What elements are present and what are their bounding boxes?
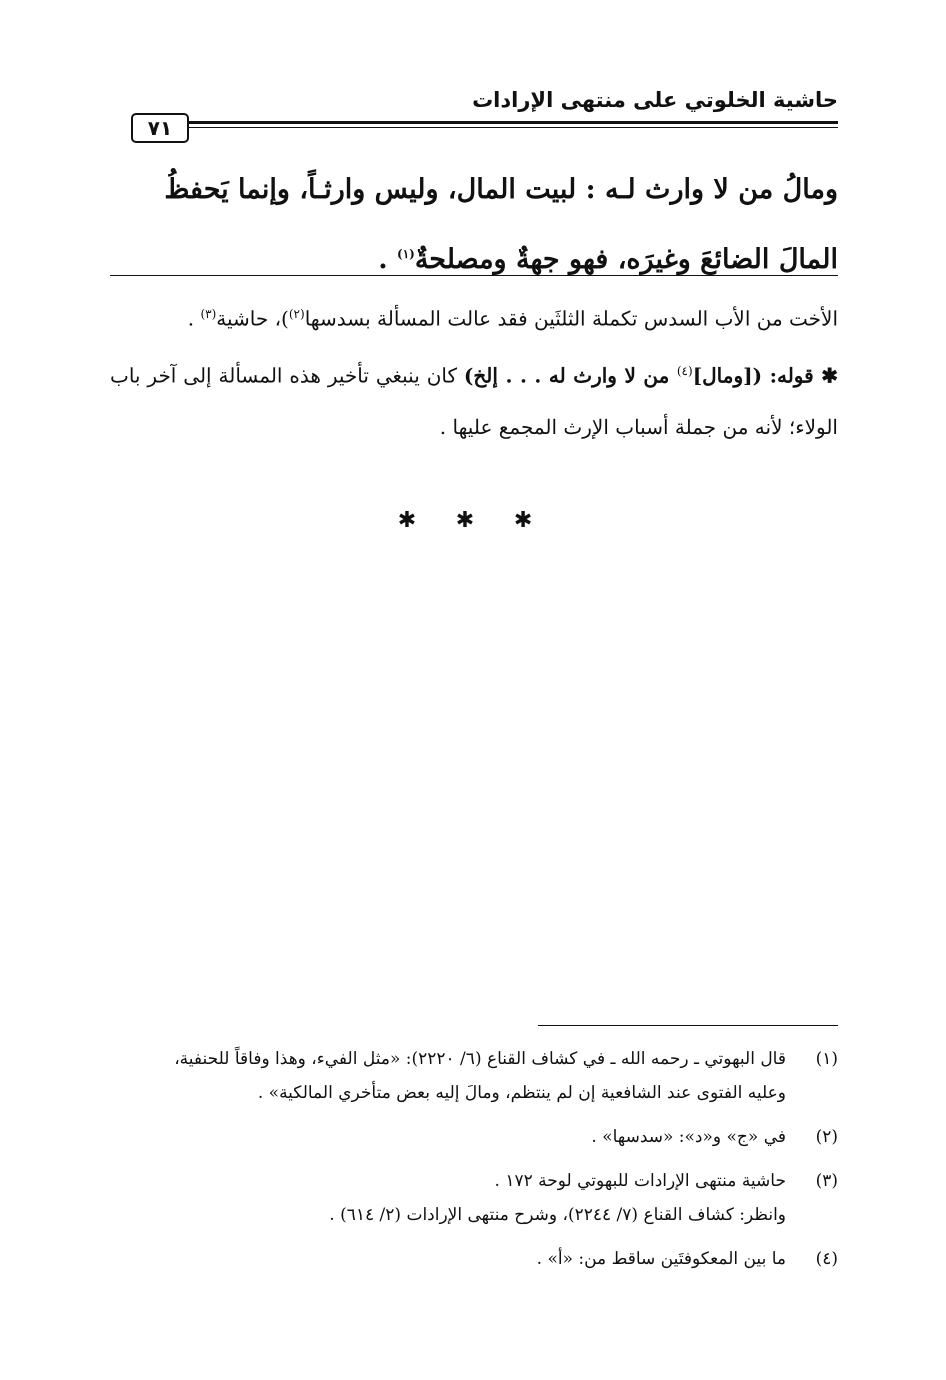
footnote-1 [110,1042,838,1110]
commentary-2-text: كان ينبغي تأخير هذه المسألة إلى آخر باب الولاء؛ لأنه من جملة أسباب الإرث المجمع عليها . [110,363,838,440]
commentary-block [110,288,838,453]
header-rule-thin [188,127,838,128]
footnote-rule [538,1025,838,1026]
footnotes-block [110,1042,838,1286]
main-text-block [110,158,838,292]
footnote-ref-4: (٤) [676,363,693,378]
section-separator-asterisks: ✱ ✱ ✱ [397,508,549,533]
main-commentary-separator [110,275,838,276]
main-text-line-2 [110,222,838,292]
footnote-number: (٣) [815,1171,838,1191]
footnote-text [110,1242,786,1276]
footnote-3 [110,1164,838,1232]
footnote-ref-1: (١) [397,247,415,261]
header-rule [188,121,838,124]
commentary-1-text-b: )، حاشية [216,306,289,331]
footnote-line: ما بين المعكوفتَين ساقط من: «أ» . [536,1249,786,1269]
commentary-paragraph-2 [110,345,838,454]
main-text-line-2-text: المالَ الضائعَ وغيرَه، فهو جهةٌ ومصلحةٌ [414,244,838,275]
asterisk-marker-icon: ✱ [813,363,838,388]
footnote-text [110,1042,786,1110]
footnote-2 [110,1120,838,1154]
commentary-2-lemma-b: من لا وارث له . . . إلخ) [463,363,677,388]
footnote-line: حاشية منتهى الإرادات للبهوتي لوحة ١٧٢ . [494,1171,786,1191]
commentary-1-text: الأخت من الأب السدس تكملة الثلثَين فقد عالت المسألة بسدسها [304,306,838,331]
footnote-line: قال البهوتي ـ رحمه الله ـ في كشاف القناع (٦/ ٢٢٢٠): «مثل الفيء، وهذا وفاقاً للحنفية، [174,1049,786,1069]
footnote-ref-2: (٢) [288,307,305,321]
main-text-line-1: ومالُ من لا وارث لـه : لبيت المال، وليس وارثـاً، وإنما يَحفظُ [164,174,838,205]
footnote-number: (١) [815,1049,838,1069]
footnote-text [110,1164,786,1232]
footnote-ref-3: (٣) [200,307,217,321]
page-number: ٧١ [131,113,189,143]
commentary-2-lemma: قوله: ([ومال] [692,363,814,388]
footnote-text [110,1120,786,1154]
footnote-line: وعليه الفتوى عند الشافعية إن لم ينتظم، ومالَ إليه بعض متأخري المالكية» . [257,1083,786,1103]
footnote-number: (٢) [815,1127,838,1147]
footnote-line: في «ج» و«د»: «سدسها» . [591,1127,786,1147]
footnote-number: (٤) [815,1249,838,1269]
commentary-1-end: . [187,306,201,331]
footnote-4 [110,1242,838,1276]
commentary-paragraph-1 [110,288,838,345]
main-text-line-2-end: . [378,244,397,275]
running-header-title: حاشية الخلوتي على منتهى الإرادات [472,88,838,112]
footnote-line: وانظر: كشاف القناع (٧/ ٢٢٤٤)، وشرح منتهى الإرادات (٢/ ٦١٤) . [329,1205,786,1225]
